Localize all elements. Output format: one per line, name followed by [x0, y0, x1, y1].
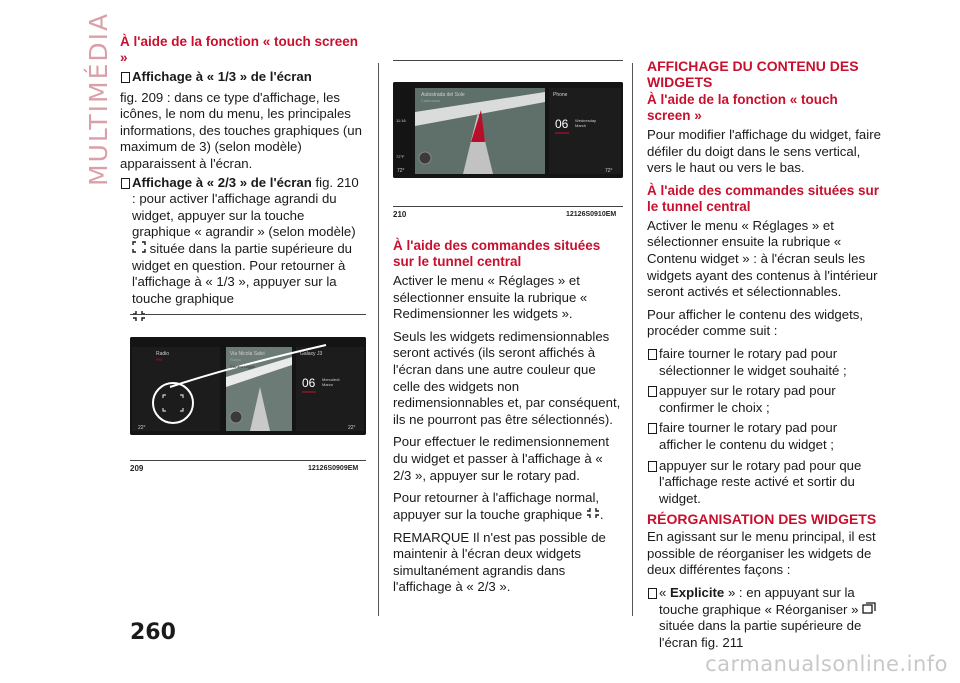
- bullet-display-two-thirds: [120, 175, 366, 327]
- bullet-text: » : en appuyant sur la touche graphique « Réorganiser »: [659, 585, 859, 617]
- fig210-date-day: Wednesday: [575, 118, 597, 123]
- fig209-temp-right: 22°: [348, 425, 356, 431]
- fig209-map-label: Giardino Loggia: [230, 365, 255, 369]
- column-1: [120, 34, 366, 330]
- paragraph: située dans la partie supérieure du widget en question. Pour retourner à l'affichage à « 1/3 », appuyer sur la touche graphique: [132, 240, 353, 306]
- paragraph-note: REMARQUE Il n'est pas possible de maintenir à l'écran deux widgets simultanément agrandis dans l'affichage à « 2/3 ».: [393, 529, 606, 595]
- column-divider: [378, 63, 379, 616]
- heading-tunnel-commands: À l'aide des commandes situées sur le tunnel central: [393, 238, 601, 269]
- fig210-time: 11:16: [396, 118, 406, 123]
- expand-icon: [132, 241, 146, 258]
- fig209-date-day: Mercoledì: [322, 377, 340, 382]
- paragraph: Activer le menu « Réglages » et sélectionner ensuite la rubrique « Redimensionner les widgets ».: [393, 273, 588, 322]
- paragraph: fig. 209 : dans ce type d'affichage, les icônes, le nom du menu, les principales informations, des touches graphiques (un maximum de 3) (selon modèle) apparaissent à l'écran.: [120, 89, 362, 171]
- fig209-fm: FM: [156, 357, 162, 362]
- figure-rule: [393, 60, 623, 61]
- paragraph: Seuls les widgets redimensionnables seront activés (ils seront affichés à l'écran dans une autre couleur que celle des widgets non redimensionnables et, par conséquent, ils ne pourront pas être sélectionnés).: [393, 328, 621, 427]
- fig210-nav-street: Autostrada del Sole: [421, 92, 465, 98]
- page-number: 260: [130, 620, 176, 645]
- fig210-temp-left: 72°: [397, 168, 405, 174]
- bullet-explicit: [647, 585, 883, 652]
- figure-209-code: 12126S0909EM: [308, 465, 359, 472]
- column-divider: [632, 63, 633, 616]
- bullet-bold: Explicite: [670, 585, 725, 601]
- paragraph-text: Pour retourner à l'affichage normal, appuyer sur la touche graphique: [393, 490, 600, 522]
- step-item: faire tourner le rotary pad pour sélectionner le widget souhaité ;: [647, 346, 883, 379]
- fig210-temp-right: 72°: [605, 168, 613, 174]
- heading-widget-content: AFFICHAGE DU CONTENU DES WIDGETS: [647, 58, 859, 90]
- fig209-nav-street: Via Nicola Salvi: [230, 351, 265, 357]
- collapse-icon: [586, 507, 600, 524]
- bullet-title: Affichage à « 1/3 » de l'écran: [132, 69, 312, 84]
- paragraph: Activer le menu « Réglages » et sélectionner ensuite la rubrique « Contenu widget » : à l'écran seuls les widgets ayant des contenus à l'intérieur seront activés et sélectionnables.: [647, 217, 878, 300]
- fig209-radio: Radio: [156, 351, 170, 357]
- fig209-nav-city: Roma: [230, 357, 241, 362]
- figure-210-number: 210: [393, 210, 407, 219]
- bullet-display-one-third: [120, 69, 366, 86]
- column-3: [647, 58, 883, 656]
- fig210-date-month: March: [575, 123, 587, 128]
- heading-touch-screen: À l'aide de la fonction « touch screen »: [647, 92, 838, 123]
- figure-rule: [130, 314, 366, 315]
- heading-tunnel-commands: À l'aide des commandes situées sur le tunnel central: [647, 182, 880, 214]
- column-2: [393, 238, 623, 602]
- section-side-label: MULTIMÉDIA: [84, 11, 113, 186]
- paragraph: Pour effectuer le redimensionnement du widget et passer à l'affichage à « 2/3 », appuyer sur le rotary pad.: [393, 434, 610, 483]
- paragraph: En agissant sur le menu principal, il est possible de réorganiser les widgets de deux différentes façons :: [647, 529, 876, 578]
- fig209-date-num: 06: [302, 376, 316, 390]
- fig210-nav-city: Calenzano: [421, 98, 441, 103]
- heading-touch-screen: À l'aide de la fonction « touch screen »: [120, 34, 359, 65]
- step-item: appuyer sur le rotary pad pour confirmer le choix ;: [647, 383, 883, 416]
- figure-rule: [393, 206, 623, 207]
- fig209-temp-left: 22°: [138, 425, 146, 431]
- fig209-date-month: Marzo: [322, 382, 334, 387]
- figure-210-code: 12126S0910EM: [566, 211, 617, 218]
- bullet-prefix: «: [659, 585, 667, 601]
- collapse-icon: [132, 310, 366, 327]
- reorganise-icon: [862, 602, 876, 619]
- fig210-temp-small: 72°F: [396, 154, 405, 159]
- figure-209-number: 209: [130, 464, 144, 473]
- heading-reorganisation: RÉORGANISATION DES WIDGETS: [647, 511, 877, 528]
- paragraph: Pour afficher le contenu des widgets, procéder comme suit :: [647, 306, 864, 339]
- paragraph-return: [393, 490, 623, 523]
- fig210-date-num: 06: [555, 117, 569, 131]
- paragraph: Pour modifier l'affichage du widget, faire défiler du doigt dans le sens vertical, vers le haut ou vers le bas.: [647, 127, 881, 176]
- watermark: carmanualsonline.info: [705, 652, 948, 676]
- bullet-title: Affichage à « 2/3 » de l'écran: [132, 174, 312, 190]
- step-item: faire tourner le rotary pad pour afficher le contenu du widget ;: [647, 420, 883, 453]
- figure-rule: [130, 460, 366, 461]
- fig210-phone: Phone: [553, 92, 568, 98]
- figure-209-screen: [130, 337, 366, 435]
- paragraph: fig. 210 : pour activer l'affichage agrandi du widget, appuyer sur la touche graphique « agrandir » (selon modèle): [132, 174, 359, 240]
- fig209-phone: Galaxy J3: [300, 351, 323, 357]
- bullet-text: située dans la partie supérieure de l'écran fig. 211: [659, 618, 862, 651]
- paragraph-end: .: [599, 506, 604, 522]
- figure-210-screen: [393, 82, 623, 178]
- step-item: appuyer sur le rotary pad pour que l'affichage reste activé et sortir du widget.: [647, 458, 883, 508]
